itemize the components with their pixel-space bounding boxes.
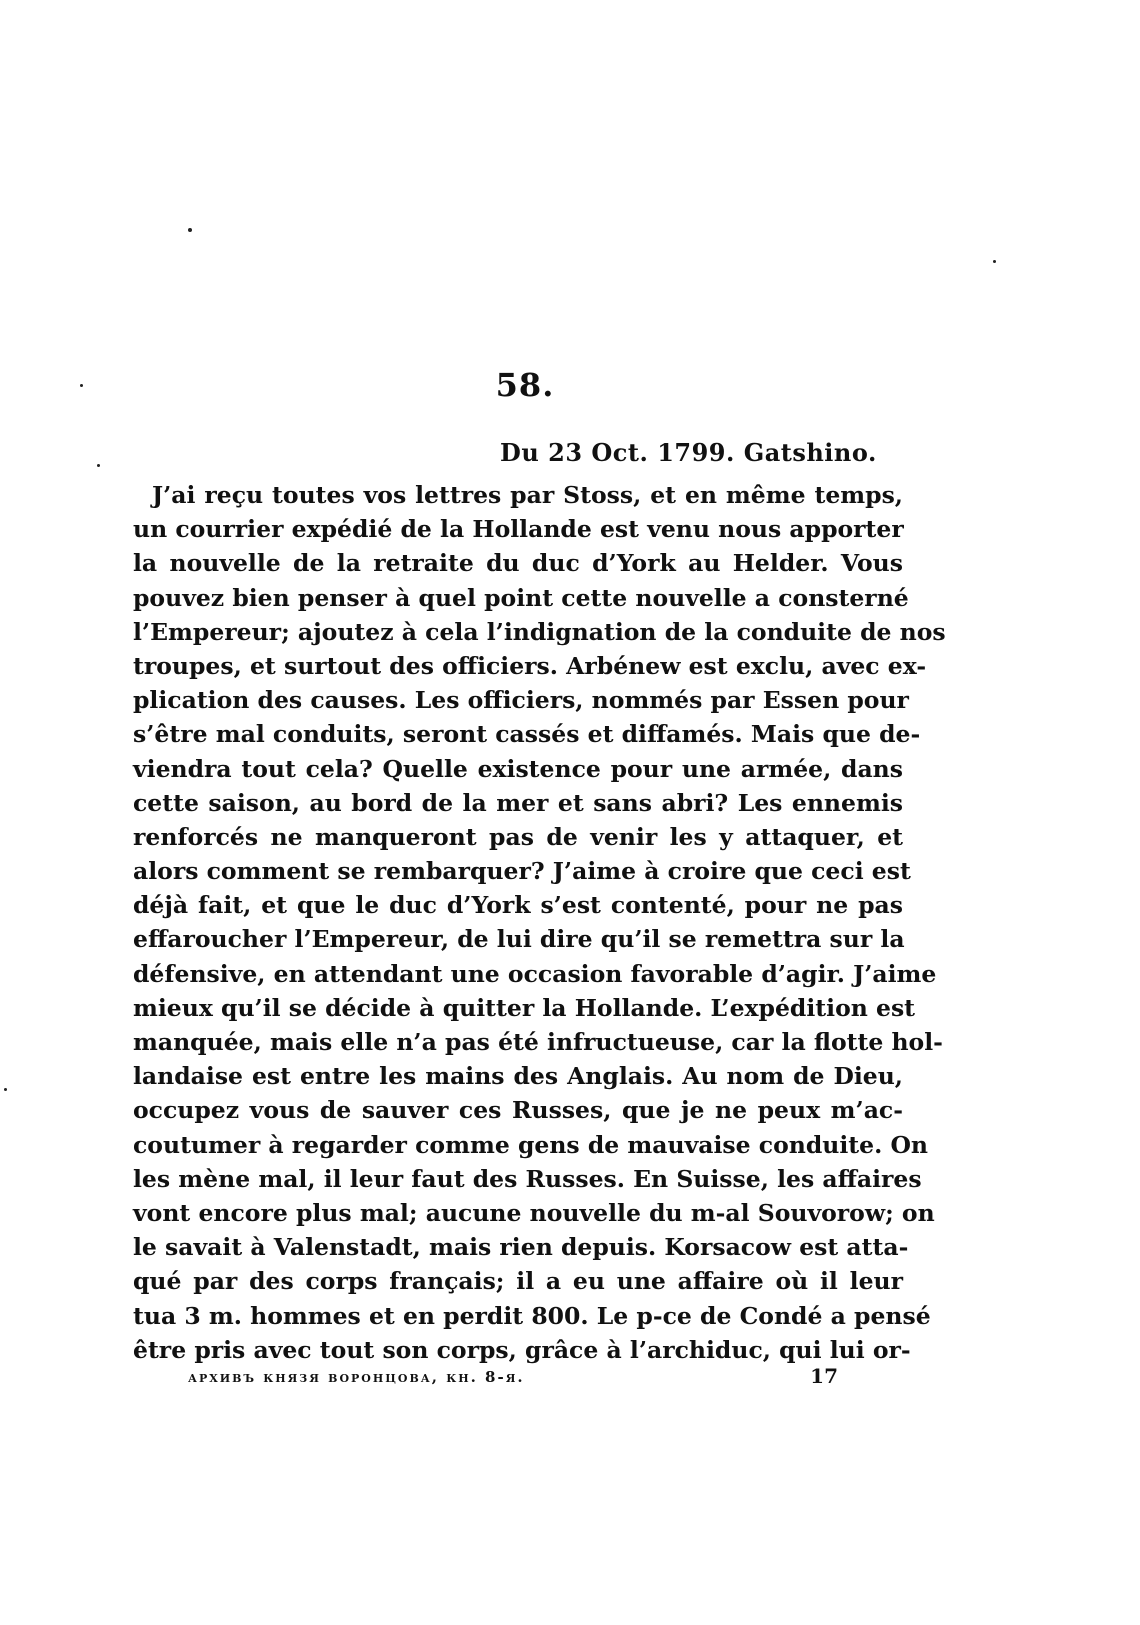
body-line: s’être mal conduits, seront cassés et diffamés. Mais que de-	[133, 720, 921, 749]
body-line: landaise est entre les mains des Anglais. Au nom de Dieu,	[133, 1062, 903, 1091]
signature-mark: 17	[810, 1364, 838, 1388]
body-line: effaroucher l’Empereur, de lui dire qu’il se remettra sur la	[133, 925, 905, 954]
body-line: un courrier expédié de la Hollande est venu nous apporter	[133, 515, 904, 544]
body-line: mieux qu’il se décide à quitter la Hollande. L’expédition est	[133, 993, 916, 1022]
body-line: les mène mal, il leur faut des Russes. En Suisse, les affaires	[133, 1164, 922, 1193]
body-line: pouvez bien penser à quel point cette nouvelle a consterné	[133, 583, 909, 612]
scan-speck	[993, 260, 996, 263]
body-line: coutumer à regarder comme gens de mauvaise conduite. On	[133, 1130, 928, 1159]
body-line: le savait à Valenstadt, mais rien depuis. Korsacow est atta-	[133, 1233, 909, 1262]
scan-speck	[188, 228, 192, 232]
body-line: l’Empereur; ajoutez à cela l’indignation de la conduite de nos	[133, 617, 946, 646]
body-line: cette saison, au bord de la mer et sans abri? Les ennemis	[133, 788, 903, 817]
body-line: qué par des corps français; il a eu une affaire où il leur	[133, 1267, 903, 1296]
footer-source: архивъ князя воронцова, кн. 8-я.	[188, 1368, 525, 1386]
body-line: vont encore plus mal; aucune nouvelle du m-al Souvorow; on	[133, 1198, 935, 1227]
letter-body	[133, 478, 946, 1367]
body-line: plication des causes. Les officiers, nommés par Essen pour	[133, 686, 909, 715]
page-footer	[188, 1364, 838, 1394]
body-line: viendra tout cela? Quelle existence pour une armée, dans	[133, 754, 903, 783]
body-line: défensive, en attendant une occasion favorable d’agir. J’aime	[133, 959, 937, 988]
body-line: alors comment se rembarquer? J’aime à croire que ceci est	[133, 857, 911, 886]
body-line: manquée, mais elle n’a pas été infructueuse, car la flotte hol-	[133, 1028, 943, 1056]
body-line: tua 3 m. hommes et en perdit 800. Le p-ce de Condé a pensé	[133, 1301, 931, 1330]
body-line: être pris avec tout son corps, grâce à l’archiduc, qui lui or-	[133, 1335, 911, 1364]
body-line: troupes, et surtout des officiers. Arbénew est exclu, avec ex-	[133, 651, 927, 680]
scan-speck	[97, 464, 100, 467]
body-line: occupez vous de sauver ces Russes, que je ne peux m’ac-	[133, 1096, 903, 1125]
body-line: la nouvelle de la retraite du duc d’York au Helder. Vous	[133, 549, 903, 578]
letter-number: 58.	[495, 366, 555, 404]
letter-dateline: Du 23 Oct. 1799. Gatshino.	[500, 438, 877, 467]
body-line: J’ai reçu toutes vos lettres par Stoss, et en même temps,	[152, 481, 903, 509]
body-line: renforcés ne manqueront pas de venir les y attaquer, et	[133, 822, 903, 851]
body-line: déjà fait, et que le duc d’York s’est contenté, pour ne pas	[133, 891, 903, 920]
scan-speck	[4, 1088, 7, 1091]
